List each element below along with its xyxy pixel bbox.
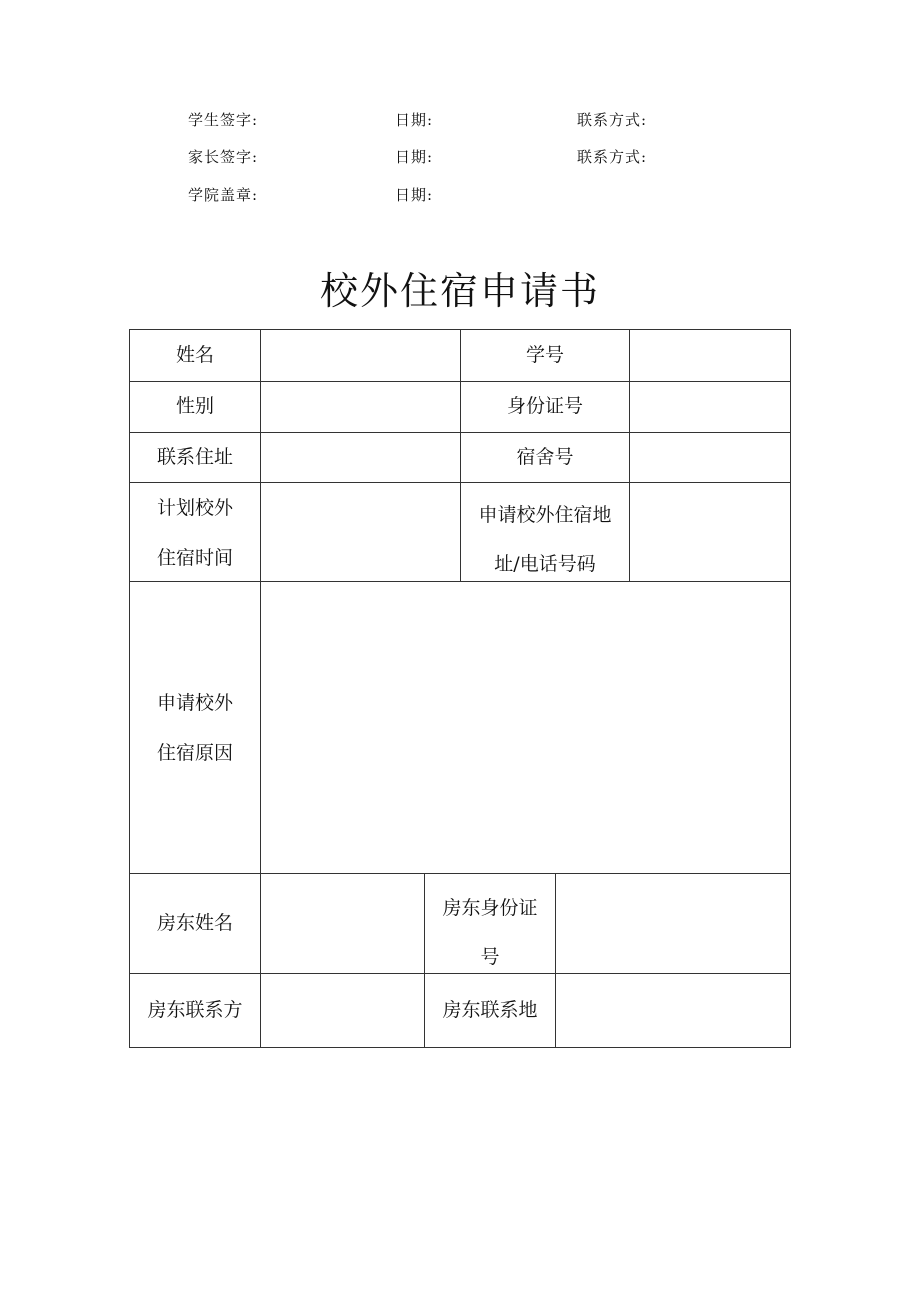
college-seal-label: 学院盖章: bbox=[188, 186, 259, 204]
landlord-name-field[interactable] bbox=[261, 874, 424, 973]
student-id-label: 学号 bbox=[525, 344, 564, 366]
reason-label-line2: 住宿原因 bbox=[156, 742, 233, 764]
landlord-name-label: 房东姓名 bbox=[156, 912, 233, 934]
dorm-number-label: 宿舍号 bbox=[516, 446, 574, 468]
gender-field[interactable] bbox=[261, 382, 460, 432]
address-field[interactable] bbox=[261, 433, 460, 482]
landlord-id-label-line2: 号 bbox=[480, 946, 500, 968]
parent-date-label: 日期: bbox=[395, 148, 434, 166]
landlord-address-field[interactable] bbox=[556, 974, 790, 1047]
landlord-id-label-line1: 房东身份证 bbox=[442, 897, 538, 919]
landlord-id-field[interactable] bbox=[556, 874, 790, 973]
gender-label: 性别 bbox=[175, 395, 214, 417]
landlord-address-label: 房东联系地 bbox=[442, 999, 538, 1021]
reason-label-line1: 申请校外 bbox=[156, 692, 233, 714]
address-label: 联系住址 bbox=[156, 446, 233, 468]
plan-time-label-line2: 住宿时间 bbox=[156, 547, 233, 569]
landlord-contact-label: 房东联系方 bbox=[147, 999, 243, 1021]
page-title: 校外住宿申请书 bbox=[319, 269, 600, 313]
parent-contact-label: 联系方式: bbox=[577, 148, 648, 166]
dorm-number-field[interactable] bbox=[630, 433, 790, 482]
reason-field[interactable] bbox=[261, 582, 790, 873]
student-signature-label: 学生签字: bbox=[188, 111, 259, 129]
student-id-field[interactable] bbox=[630, 330, 790, 381]
name-label: 姓名 bbox=[175, 344, 214, 366]
offcampus-address-label-line1: 申请校外住宿地 bbox=[478, 504, 612, 526]
landlord-contact-field[interactable] bbox=[261, 974, 424, 1047]
parent-signature-label: 家长签字: bbox=[188, 148, 259, 166]
id-number-field[interactable] bbox=[630, 382, 790, 432]
offcampus-address-field[interactable] bbox=[630, 483, 790, 581]
application-form-table bbox=[129, 329, 791, 1048]
name-field[interactable] bbox=[261, 330, 460, 381]
student-date-label: 日期: bbox=[395, 111, 434, 129]
offcampus-address-label-line2: 址/电话号码 bbox=[494, 553, 596, 575]
plan-time-label-line1: 计划校外 bbox=[156, 497, 233, 519]
student-contact-label: 联系方式: bbox=[577, 111, 648, 129]
college-date-label: 日期: bbox=[395, 186, 434, 204]
id-number-label: 身份证号 bbox=[506, 395, 583, 417]
plan-time-field[interactable] bbox=[261, 483, 460, 581]
